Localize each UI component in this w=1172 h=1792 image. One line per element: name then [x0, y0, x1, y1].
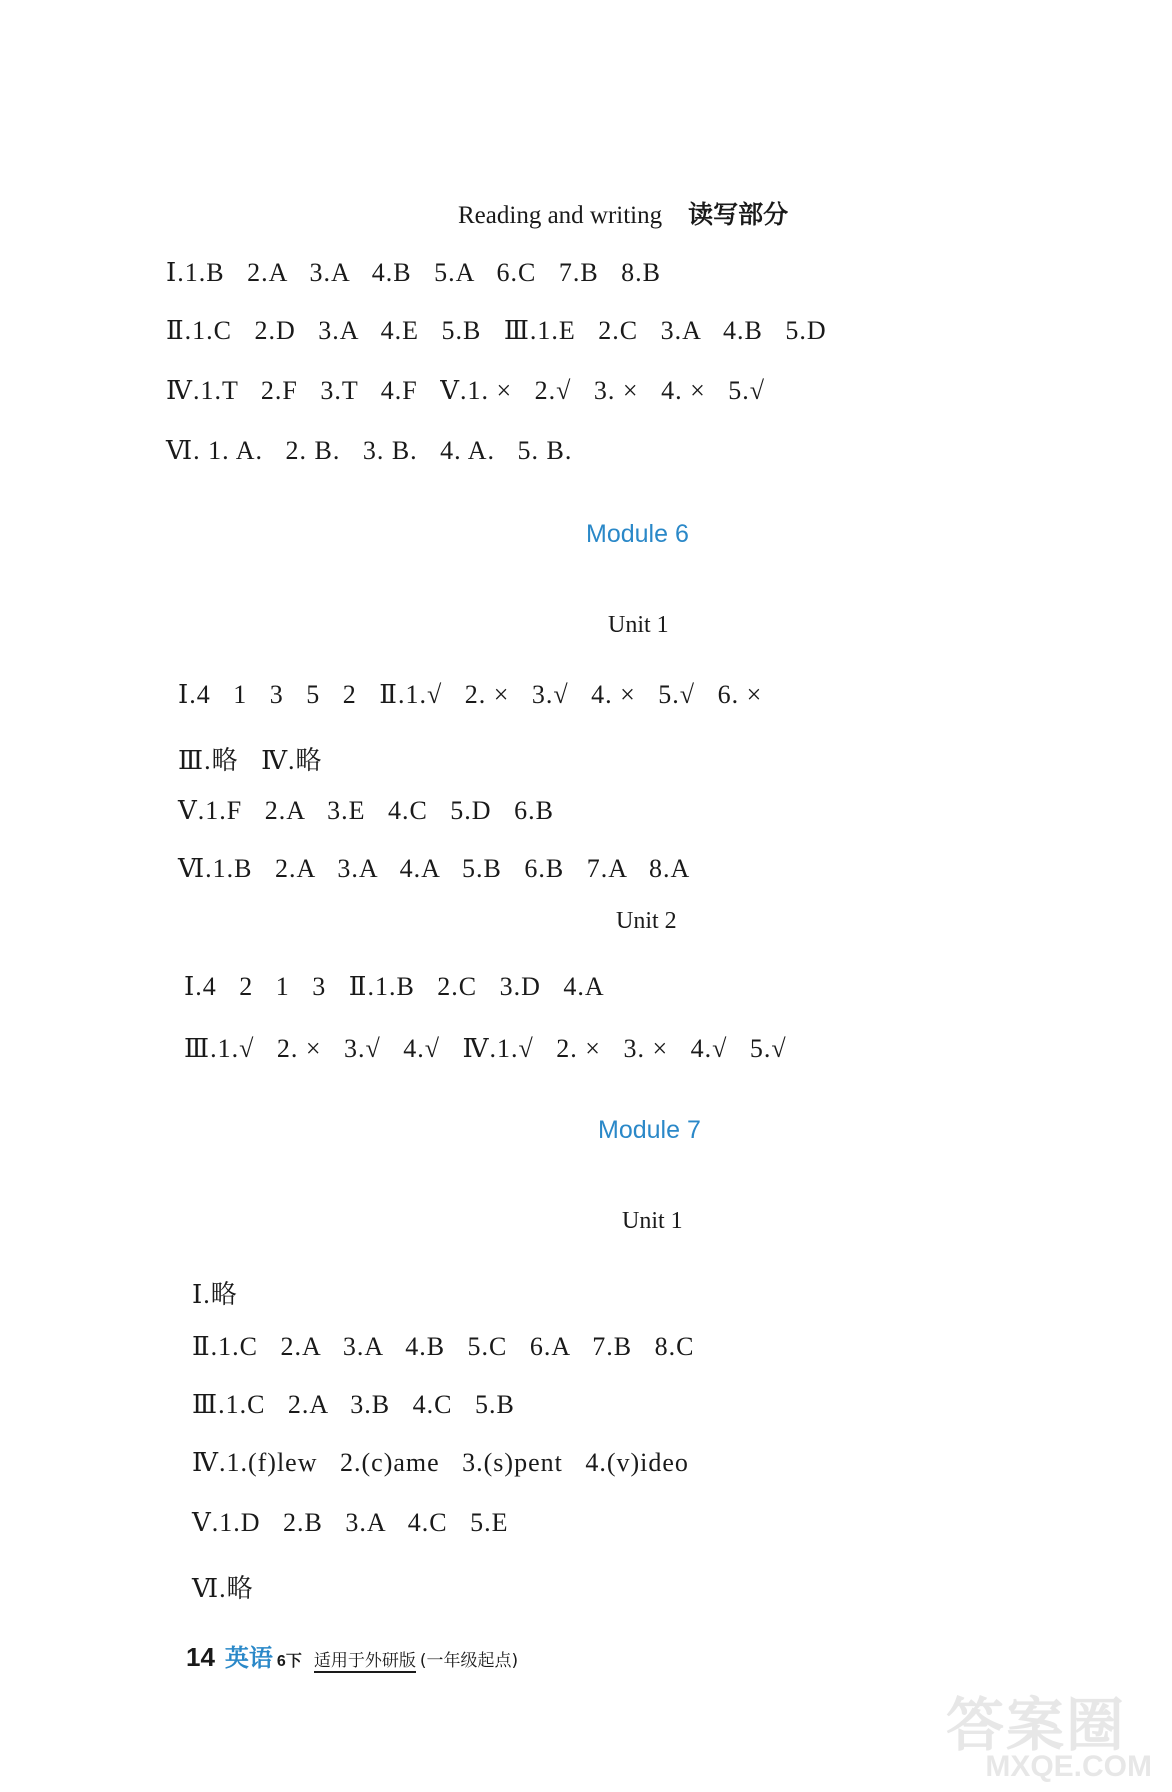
- answer-line: Ⅳ.1.T 2.F 3.T 4.F Ⅴ.1. × 2.√ 3. × 4. × 5.√: [166, 376, 766, 405]
- answer-line: Ⅵ.1.B 2.A 3.A 4.A 5.B 6.B 7.A 8.A: [178, 854, 691, 883]
- watermark-logo: [936, 1678, 1156, 1788]
- section-header-cn: 读写部分: [688, 200, 789, 229]
- module-6-unit-2-title: Unit 2: [616, 908, 677, 934]
- grade-label: 6下: [276, 1653, 302, 1670]
- answer-line: Ⅰ.4 1 3 5 2 Ⅱ.1.√ 2. × 3.√ 4. × 5.√ 6. ×: [178, 680, 763, 709]
- answer-line: Ⅳ.1.(f)lew 2.(c)ame 3.(s)pent 4.(v)ideo: [192, 1448, 689, 1477]
- answer-line: Ⅰ.4 2 1 3 Ⅱ.1.B 2.C 3.D 4.A: [184, 972, 605, 1001]
- module-6-unit-1-title: Unit 1: [608, 612, 669, 638]
- section-header: [458, 195, 788, 231]
- edition-label: 适用于外研版: [314, 1646, 416, 1673]
- answer-line: Ⅵ. 1. A. 2. B. 3. B. 4. A. 5. B.: [166, 436, 573, 465]
- edition-note: (一年级起点): [419, 1651, 519, 1671]
- answer-line: Ⅰ.1.B 2.A 3.A 4.B 5.A 6.C 7.B 8.B: [166, 258, 662, 287]
- subject-label: 英语: [224, 1644, 273, 1672]
- answer-line: Ⅲ.略 Ⅳ.略: [178, 746, 323, 775]
- watermark-top: 答案圈: [945, 1691, 1126, 1759]
- answer-line: Ⅵ.略: [192, 1574, 254, 1603]
- answer-line: Ⅴ.1.D 2.B 3.A 4.C 5.E: [192, 1508, 509, 1537]
- answer-line: Ⅴ.1.F 2.A 3.E 4.C 5.D 6.B: [178, 796, 554, 825]
- module-6-title: Module 6: [586, 520, 689, 548]
- answer-line: Ⅰ.略: [192, 1280, 238, 1309]
- answer-line: Ⅱ.1.C 2.A 3.A 4.B 5.C 6.A 7.B 8.C: [192, 1332, 695, 1361]
- page-number: 14: [186, 1642, 215, 1672]
- answer-line: Ⅲ.1.C 2.A 3.B 4.C 5.B: [192, 1390, 515, 1419]
- answer-line: Ⅱ.1.C 2.D 3.A 4.E 5.B Ⅲ.1.E 2.C 3.A 4.B 5.D: [166, 316, 827, 345]
- module-7-title: Module 7: [598, 1116, 701, 1144]
- page-footer: [186, 1638, 518, 1673]
- section-header-en: Reading and writing: [458, 202, 663, 229]
- module-7-unit-1-title: Unit 1: [622, 1208, 683, 1234]
- answer-line: Ⅲ.1.√ 2. × 3.√ 4.√ Ⅳ.1.√ 2. × 3. × 4.√ 5.√: [184, 1034, 787, 1063]
- watermark-bottom: MXQE.COM: [985, 1750, 1152, 1783]
